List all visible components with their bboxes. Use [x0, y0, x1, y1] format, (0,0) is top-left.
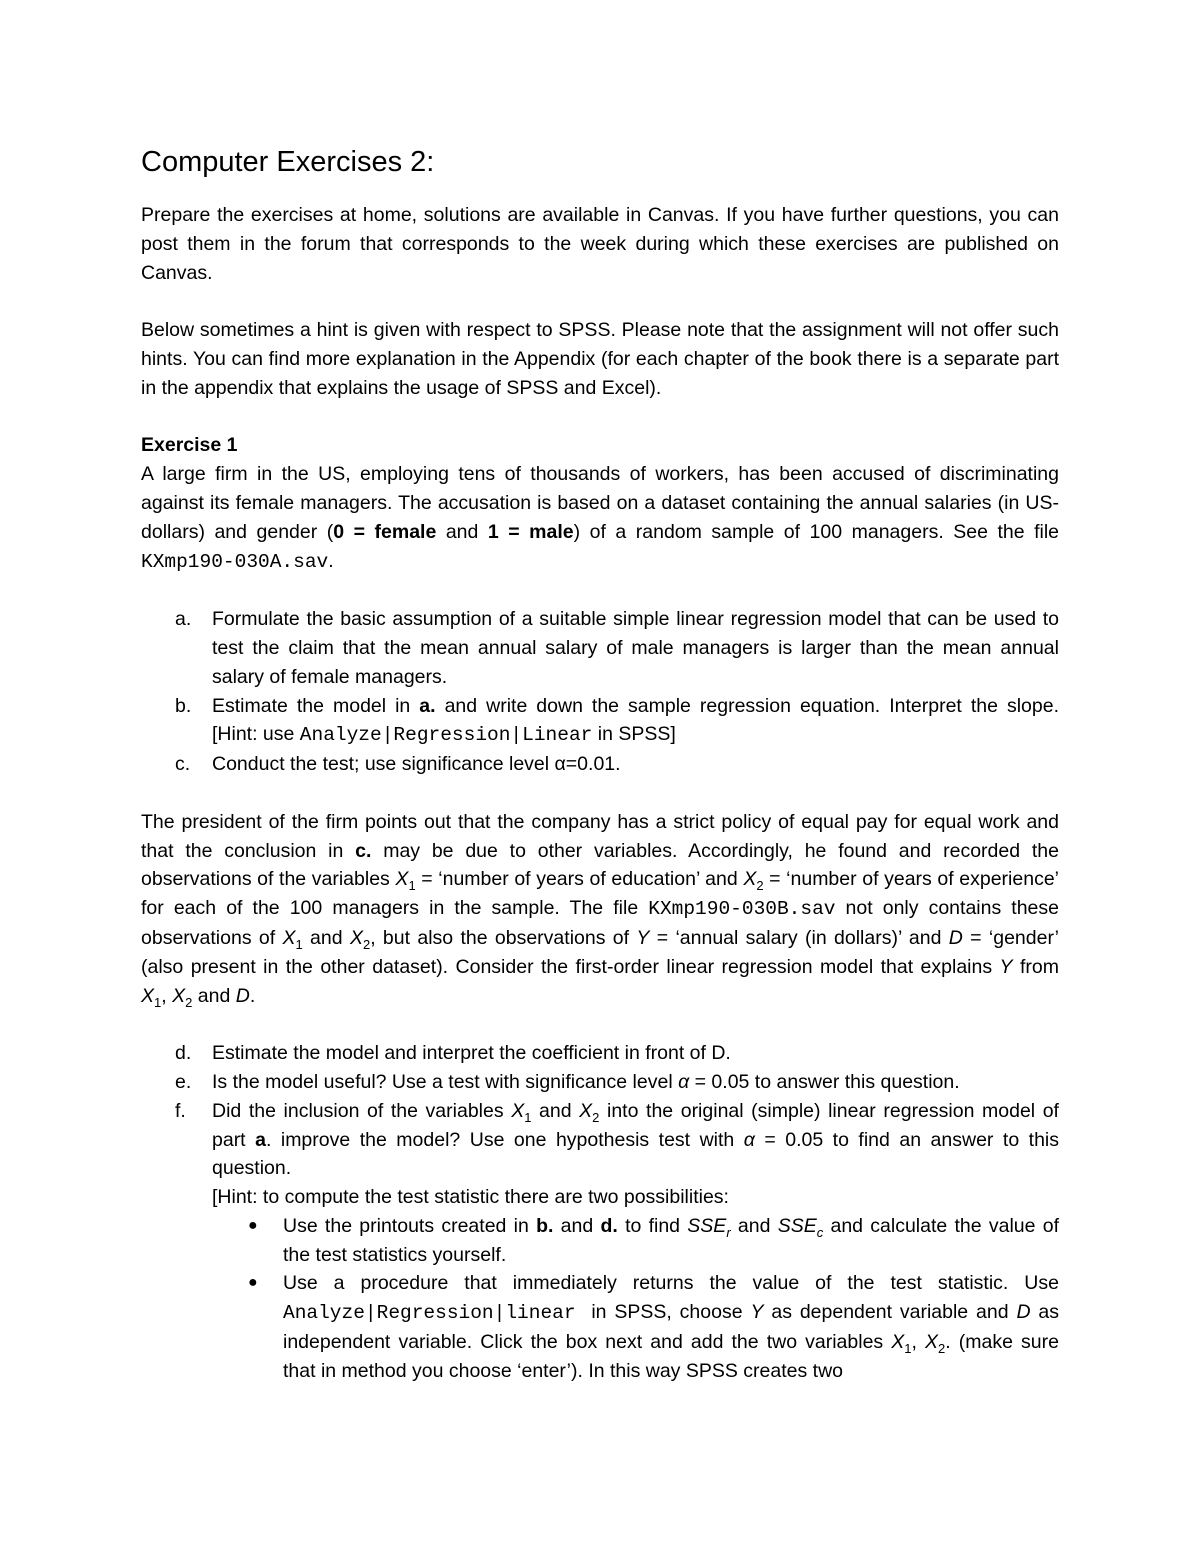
question-b: b. Estimate the model in a. and write down the sample regression equation. Interpret the slope. [Hint: use Analyze|Regression|Linear in SPSS] — [175, 694, 1059, 747]
exercise-1-heading: Exercise 1 — [141, 434, 238, 457]
bullet-icon: ● — [248, 1274, 258, 1292]
question-d: d. Estimate the model and interpret the coefficient in front of D. — [175, 1042, 731, 1065]
hint-bullet-list — [141, 1212, 1059, 1386]
bullet-icon: ● — [248, 1216, 258, 1234]
question-e: e. Is the model useful? Use a test with significance level α = 0.05 to answer this question. — [175, 1070, 960, 1093]
page-title: Computer Exercises 2: — [141, 146, 435, 178]
question-list-2 — [141, 1039, 1059, 1183]
spss-menu-path: Analyze|Regression|Linear — [299, 724, 593, 747]
question-f: f. Did the inclusion of the variables $X_1$ and $X_2$ into the original (simple) linear regression model of part a. improve the model? Use one hypothesis test with α = 0.05 to find an answer to this question. — [175, 1099, 1059, 1180]
question-list-1 — [141, 605, 1059, 779]
question-c: c. Conduct the test; use significance level α=0.01. — [175, 753, 621, 776]
exercise-1-president-paragraph: The president of the firm points out that the company has a strict policy of equal pay for equal work and that the conclusion in c. may be due to other variables. Accordingly, he found and recorded the observations of the variables $X_1$ = ‘number of years of education’ and $X_2$ = ‘number of years of experience’ for each of the 100 managers in the sample. The file KXmp190-030B.sav not only contains these observations of $X_1$ and $X_2$, but also the observations of Y = ‘annual salary (in dollars)’ and D = ‘gender’ (also present in the other dataset). Consider the first-order linear regression model that explains Y from $X_1$, $X_2$ and D. — [141, 810, 1060, 1010]
exercise-1-description: A large firm in the US, employing tens of thousands of workers, has been accused of discriminating against its female managers. The accusation is based on a dataset containing the annual salaries (in US-dollars) and gender (0 = female and 1 = male) of a random sample of 100 managers. See the file KXmp190-030A.sav. — [141, 463, 1060, 573]
intro-paragraph-1: Prepare the exercises at home, solutions are available in Canvas. If you have further questions, you can post them in the forum that corresponds to the week during which these exercises are published on Canvas. — [141, 204, 1059, 284]
intro-paragraph-2: Below sometimes a hint is given with respect to SPSS. Please note that the assignment will not offer such hints. You can find more explanation in the Appendix (for each chapter of the book there is a separate part in the appendix that explains the usage of SPSS and Excel). — [141, 319, 1059, 399]
hint-bullet-2: ● Use a procedure that immediately returns the value of the test statistic. Use Analyze|Regression|linear in SPSS, choose Y as dependent variable and D as independent variable. Click the box next and add the two variables $X_1$, $X_2$. (make sure that in method you choose ‘enter’). In this way SPSS creates two — [212, 1269, 1059, 1385]
file-name-a: KXmp190-030A.sav — [141, 550, 329, 573]
question-a: a. Formulate the basic assumption of a suitable simple linear regression model that can be used to test the claim that the mean annual salary of male managers is larger than the mean annual salary of female managers. — [175, 608, 1059, 688]
hint-intro: [Hint: to compute the test statistic there are two possibilities: — [212, 1186, 729, 1209]
file-name-b: KXmp190-030B.sav — [648, 898, 836, 921]
hint-bullet-1: ● Use the printouts created in b. and d. to find $SSE_r$ and $SSE_c$ and calculate the value of the test statistics yourself. — [212, 1212, 1059, 1270]
document-page — [141, 142, 1059, 1386]
spss-menu-path-2: Analyze|Regression|linear — [283, 1302, 576, 1325]
